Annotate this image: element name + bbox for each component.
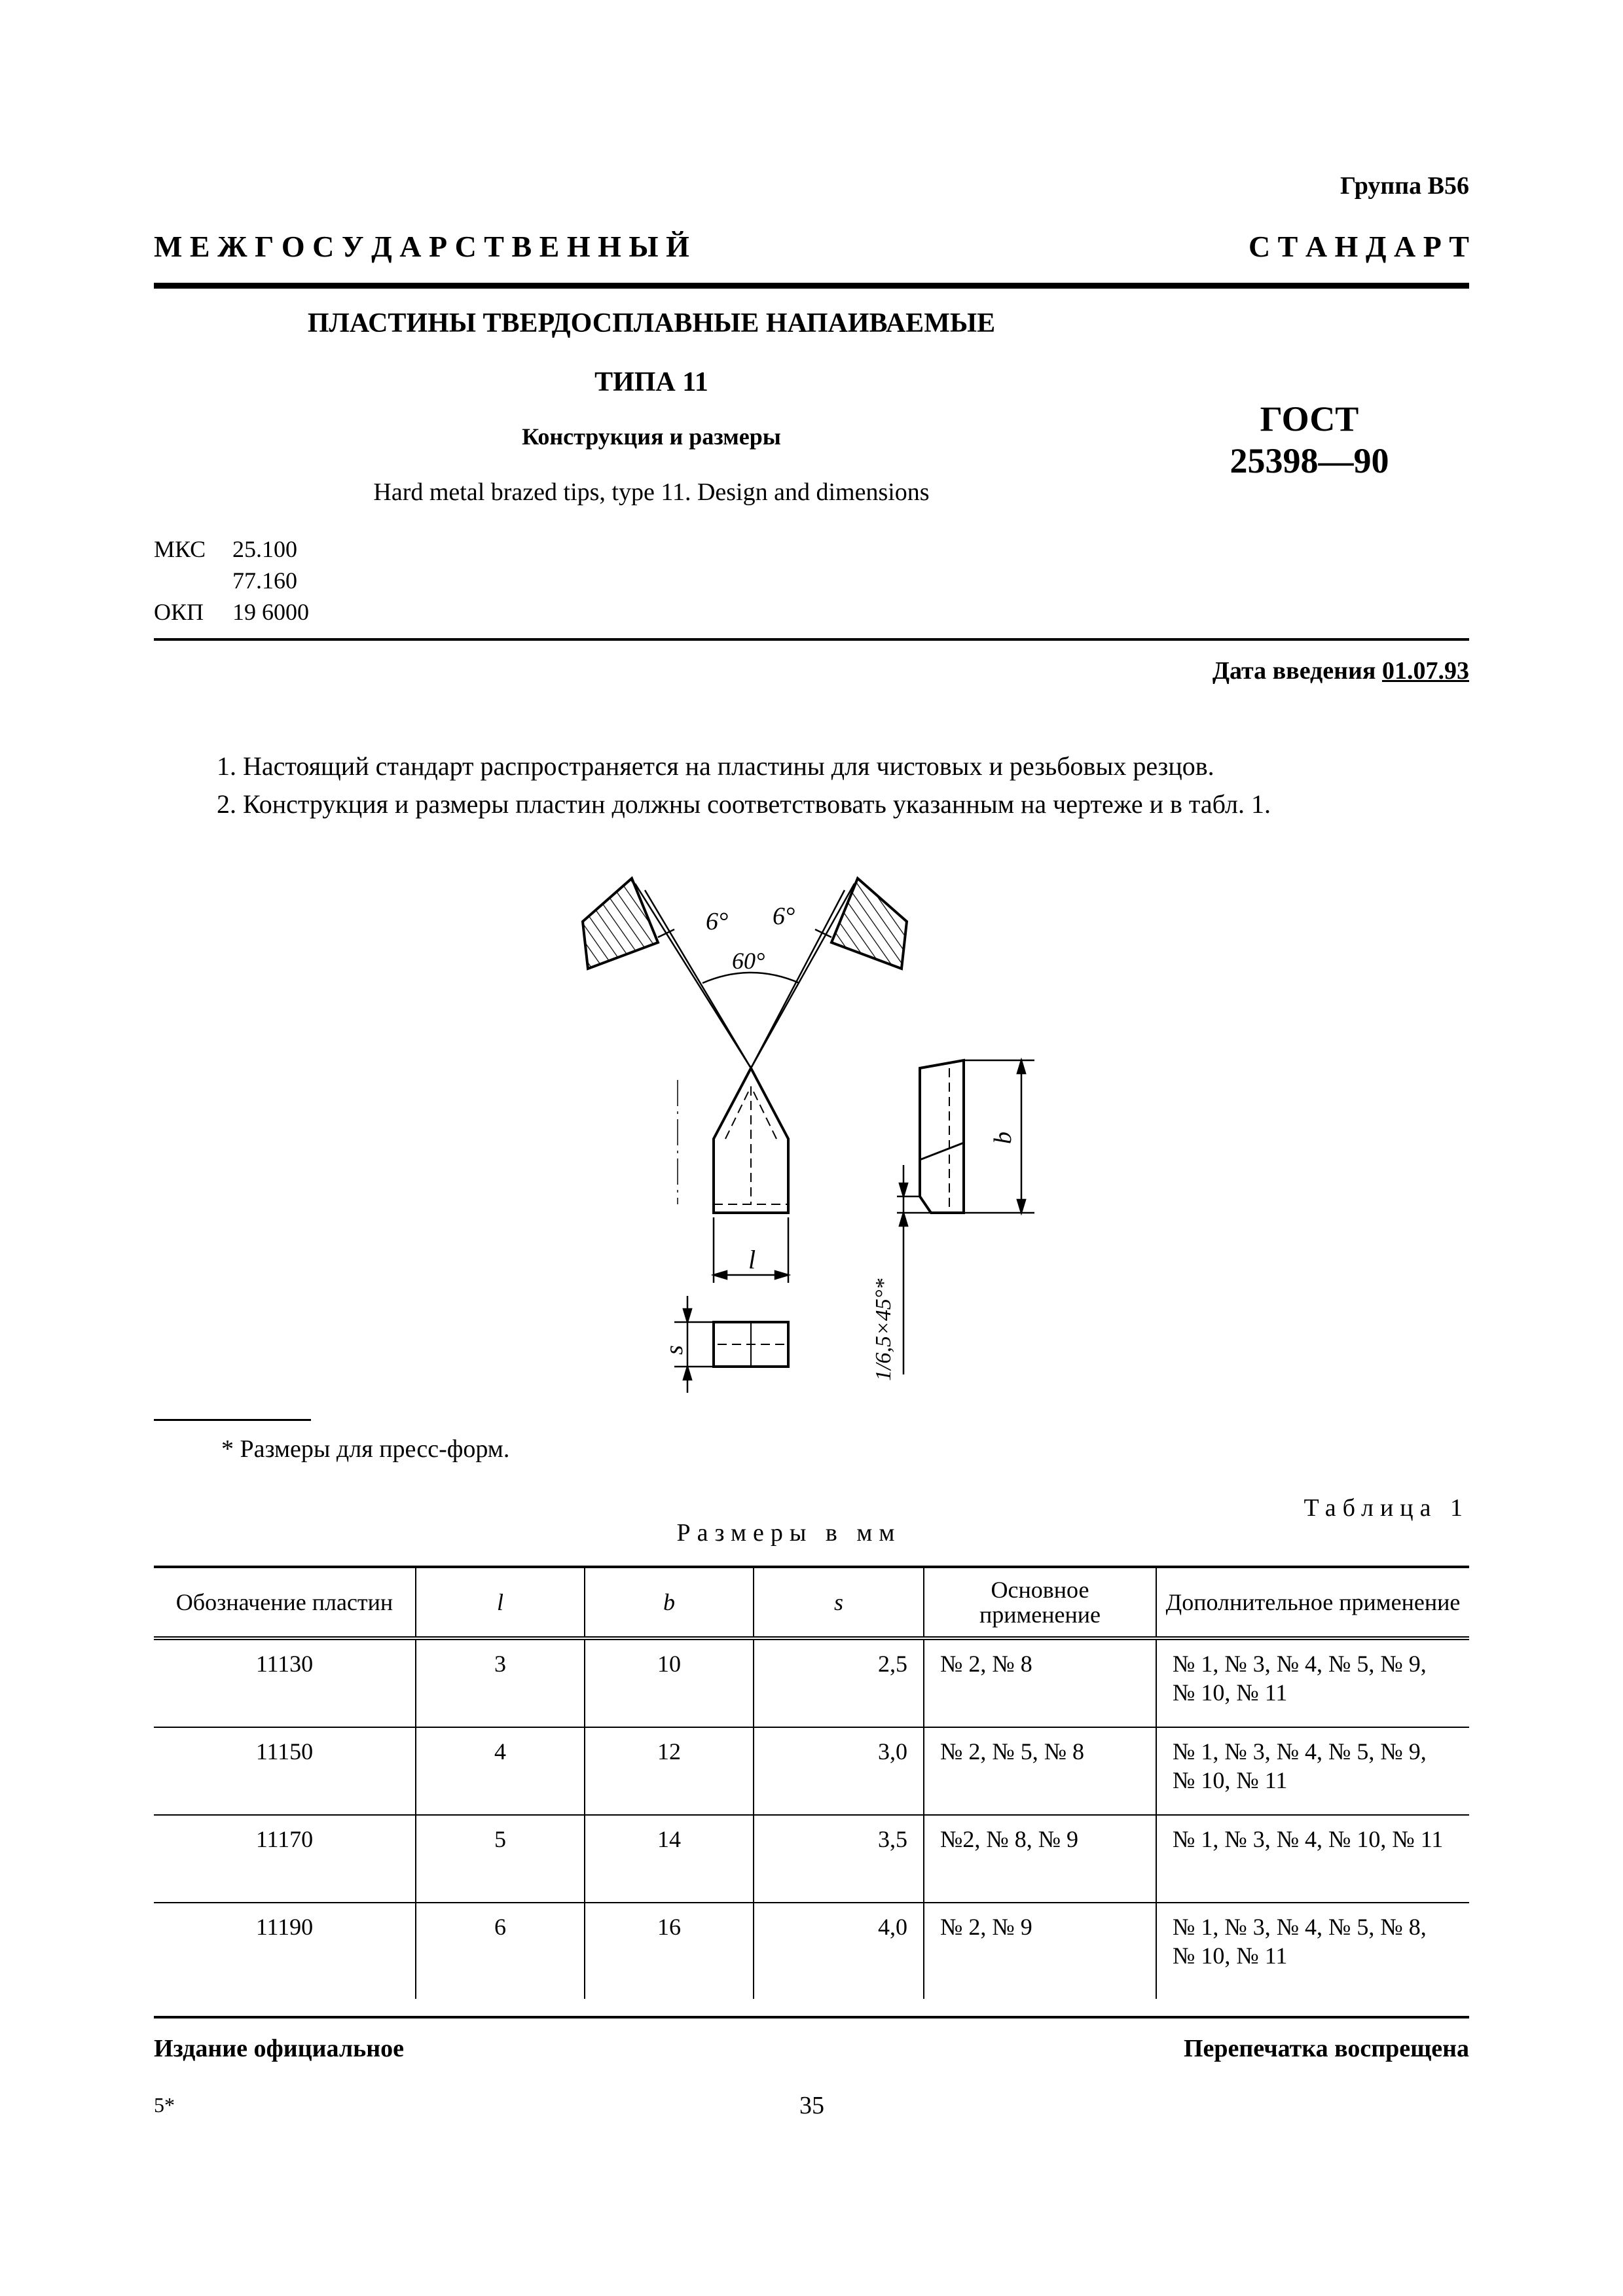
table-row	[154, 1903, 1469, 1999]
angle-tip-label: 60°	[732, 948, 765, 974]
okp-label: ОКП	[154, 599, 204, 625]
dimensions-table	[154, 1566, 1469, 1999]
header-designation: Обозначение пластин	[154, 1567, 416, 1638]
cell-b: 10	[585, 1638, 754, 1727]
cell-s: 3,5	[754, 1815, 924, 1903]
plate-front-view	[678, 1068, 788, 1213]
cell-main: № 2, № 5, № 8	[924, 1727, 1156, 1815]
dim-s	[674, 1296, 712, 1393]
cell-extra: № 1, № 3, № 4, № 10, № 11	[1156, 1815, 1469, 1903]
document-title: ПЛАСТИНЫ ТВЕРДОСПЛАВНЫЕ НАПАИВАЕМЫЕ	[307, 308, 996, 338]
page-number: 35	[799, 2092, 824, 2119]
header-rule	[154, 283, 1469, 289]
mks-code-2: 77.160	[232, 567, 297, 594]
cell-main: № 2, № 9	[924, 1903, 1156, 1999]
english-title: Hard metal brazed tips, type 11. Design and dimensions	[373, 478, 930, 506]
cell-l: 4	[416, 1727, 585, 1815]
cell-extra: № 1, № 3, № 4, № 5, № 8, № 10, № 11	[1156, 1903, 1469, 1999]
dim-chamfer-label: 1/6,5×45°*	[871, 1278, 896, 1381]
angle-left-label: 6°	[706, 908, 729, 935]
dim-s-label: s	[661, 1345, 688, 1355]
cell-s: 3,0	[754, 1727, 924, 1815]
angle-lines	[635, 884, 854, 1068]
mks-label: МКС	[154, 536, 206, 562]
table-row	[154, 1727, 1469, 1815]
cell-l: 3	[416, 1638, 585, 1727]
header-extra-use: Дополнительное применение	[1156, 1567, 1469, 1638]
footer-rule	[154, 2016, 1469, 2018]
cell-b: 14	[585, 1815, 754, 1903]
reprint-note: Перепечатка воспрещена	[1183, 2035, 1469, 2062]
cell-s: 2,5	[754, 1638, 924, 1727]
cell-code: 11170	[154, 1815, 416, 1903]
angle-right-label: 6°	[773, 903, 795, 930]
mks-code-1: 25.100	[232, 536, 297, 562]
intro-date-label: Дата введения	[1212, 657, 1376, 685]
cell-l: 5	[416, 1815, 585, 1903]
cell-extra: № 1, № 3, № 4, № 5, № 9, № 10, № 11	[1156, 1638, 1469, 1727]
table-row	[154, 1638, 1469, 1727]
header-l: l	[416, 1567, 585, 1638]
plate-side-view	[920, 1060, 964, 1213]
banner-word-2: С Т А Н Д А Р Т	[1248, 230, 1469, 263]
table-units: Размеры в мм	[676, 1519, 902, 1547]
cell-extra: № 1, № 3, № 4, № 5, № 9, № 10, № 11	[1156, 1727, 1469, 1815]
cell-code: 11150	[154, 1727, 416, 1815]
cell-main: №2, № 8, № 9	[924, 1815, 1156, 1903]
paragraph-1: 1. Настоящий стандарт распространяется на пластины для чистовых и резьбовых резцов.	[217, 751, 1214, 781]
cell-b: 12	[585, 1727, 754, 1815]
dim-l-label: l	[748, 1245, 756, 1274]
paragraph-2: 2. Конструкция и размеры пластин должны соответствовать указанным на чертеже и в табл. 1.	[217, 789, 1271, 819]
header-main-use: Основное применение	[924, 1567, 1156, 1638]
dim-chamfer	[897, 1165, 930, 1374]
cell-s: 4,0	[754, 1903, 924, 1999]
cell-code: 11190	[255, 1914, 314, 1940]
table-number: Таблица 1	[1304, 1494, 1469, 1522]
tip-drawing	[563, 864, 1074, 1427]
intro-date-value: 01.07.93	[1382, 657, 1469, 685]
cell-l: 6	[416, 1903, 585, 1999]
banner-word-1: М Е Ж Г О С У Д А Р С Т В Е Н Н Ы Й	[154, 230, 689, 263]
gost-designation	[1205, 398, 1414, 482]
gost-label: ГОСТ	[1260, 399, 1359, 439]
footnote: * Размеры для пресс-форм.	[221, 1435, 510, 1463]
codes-rule	[154, 638, 1469, 641]
document-subtitle: Конструкция и размеры	[522, 423, 781, 450]
intro-date	[1213, 656, 1469, 685]
header-s: s	[754, 1567, 924, 1638]
edition-note: Издание официальное	[154, 2035, 405, 2062]
footnote-rule	[154, 1419, 311, 1421]
page-mark: 5*	[154, 2093, 175, 2117]
document-title-type: ТИПА 11	[594, 367, 708, 397]
standard-banner	[154, 229, 1469, 264]
group-code: Группа В56	[1340, 172, 1469, 200]
cell-main: № 2, № 8	[924, 1638, 1156, 1727]
table-header-row	[154, 1567, 1469, 1638]
header-b: b	[585, 1567, 754, 1638]
cell-b: 16	[585, 1903, 754, 1999]
dim-b-label: b	[989, 1132, 1017, 1144]
table-row	[154, 1815, 1469, 1903]
gost-number: 25398—90	[1230, 441, 1389, 480]
cell-code: 11130	[154, 1638, 416, 1727]
plate-top-view	[714, 1322, 788, 1367]
classification-codes	[154, 533, 309, 628]
okp-code: 19 6000	[232, 599, 309, 625]
